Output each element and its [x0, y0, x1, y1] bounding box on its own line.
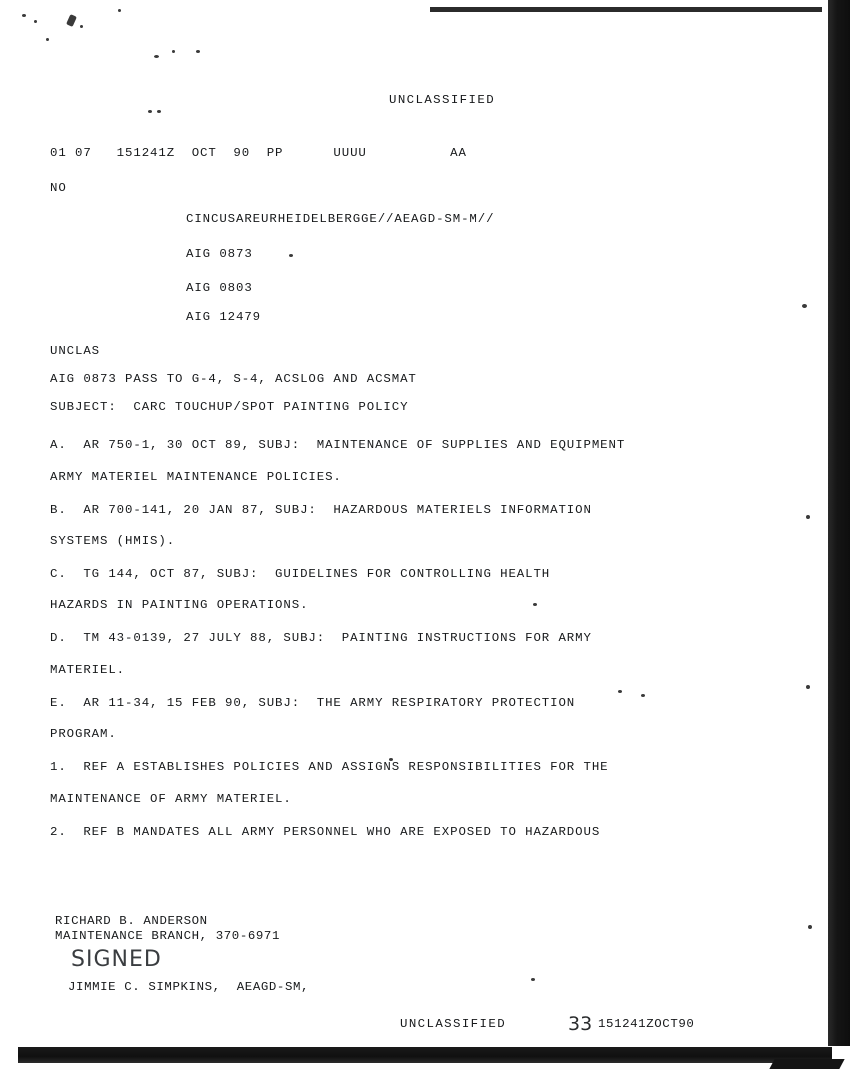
body-line: SUBJECT: CARC TOUCHUP/SPOT PAINTING POLICY	[50, 400, 409, 414]
body-line: A. AR 750-1, 30 OCT 89, SUBJ: MAINTENANCE OF SUPPLIES AND EQUIPMENT	[50, 438, 626, 452]
body-line: E. AR 11-34, 15 FEB 90, SUBJ: THE ARMY RESPIRATORY PROTECTION	[50, 696, 576, 710]
addressee-line: AIG 0873	[186, 247, 253, 261]
body-line: MATERIEL.	[50, 663, 126, 677]
message-header-line-2: NO	[50, 181, 67, 195]
classification-header: UNCLASSIFIED	[389, 93, 496, 107]
addressee-line: AIG 12479	[186, 310, 262, 324]
addressee-line: CINCUSAREURHEIDELBERGGE//AEAGD-SM-M//	[186, 212, 495, 226]
body-line: D. TM 43-0139, 27 JULY 88, SUBJ: PAINTING INSTRUCTIONS FOR ARMY	[50, 631, 592, 645]
signature-office: MAINTENANCE BRANCH, 370-6971	[55, 929, 280, 943]
scan-edge-bottom	[18, 1047, 832, 1063]
scan-edge-right	[828, 0, 850, 1046]
body-line: 1. REF A ESTABLISHES POLICIES AND ASSIGNS RESPONSIBILITIES FOR THE	[50, 760, 609, 774]
scan-edge-corner	[769, 1059, 844, 1069]
body-line: B. AR 700-141, 20 JAN 87, SUBJ: HAZARDOUS MATERIELS INFORMATION	[50, 503, 592, 517]
signature-name: RICHARD B. ANDERSON	[55, 914, 208, 928]
body-line: UNCLAS	[50, 344, 101, 358]
releaser-line: JIMMIE C. SIMPKINS, AEAGD-SM,	[68, 980, 310, 994]
body-line: ARMY MATERIEL MAINTENANCE POLICIES.	[50, 470, 342, 484]
body-line: MAINTENANCE OF ARMY MATERIEL.	[50, 792, 292, 806]
signed-stamp: SIGNED	[71, 947, 162, 972]
body-line: 2. REF B MANDATES ALL ARMY PERSONNEL WHO ARE EXPOSED TO HAZARDOUS	[50, 825, 601, 839]
addressee-line: AIG 0803	[186, 281, 253, 295]
body-line: SYSTEMS (HMIS).	[50, 534, 176, 548]
body-line: HAZARDS IN PAINTING OPERATIONS.	[50, 598, 309, 612]
page-number: 33	[568, 1013, 593, 1035]
message-header-line: 01 07 151241Z OCT 90 PP UUUU AA	[50, 146, 467, 160]
body-line: C. TG 144, OCT 87, SUBJ: GUIDELINES FOR CONTROLLING HEALTH	[50, 567, 551, 581]
classification-footer: UNCLASSIFIED	[400, 1017, 507, 1031]
body-line: PROGRAM.	[50, 727, 117, 741]
body-line: AIG 0873 PASS TO G-4, S-4, ACSLOG AND ACSMAT	[50, 372, 417, 386]
footer-dtg: 151241ZOCT90	[598, 1017, 695, 1031]
